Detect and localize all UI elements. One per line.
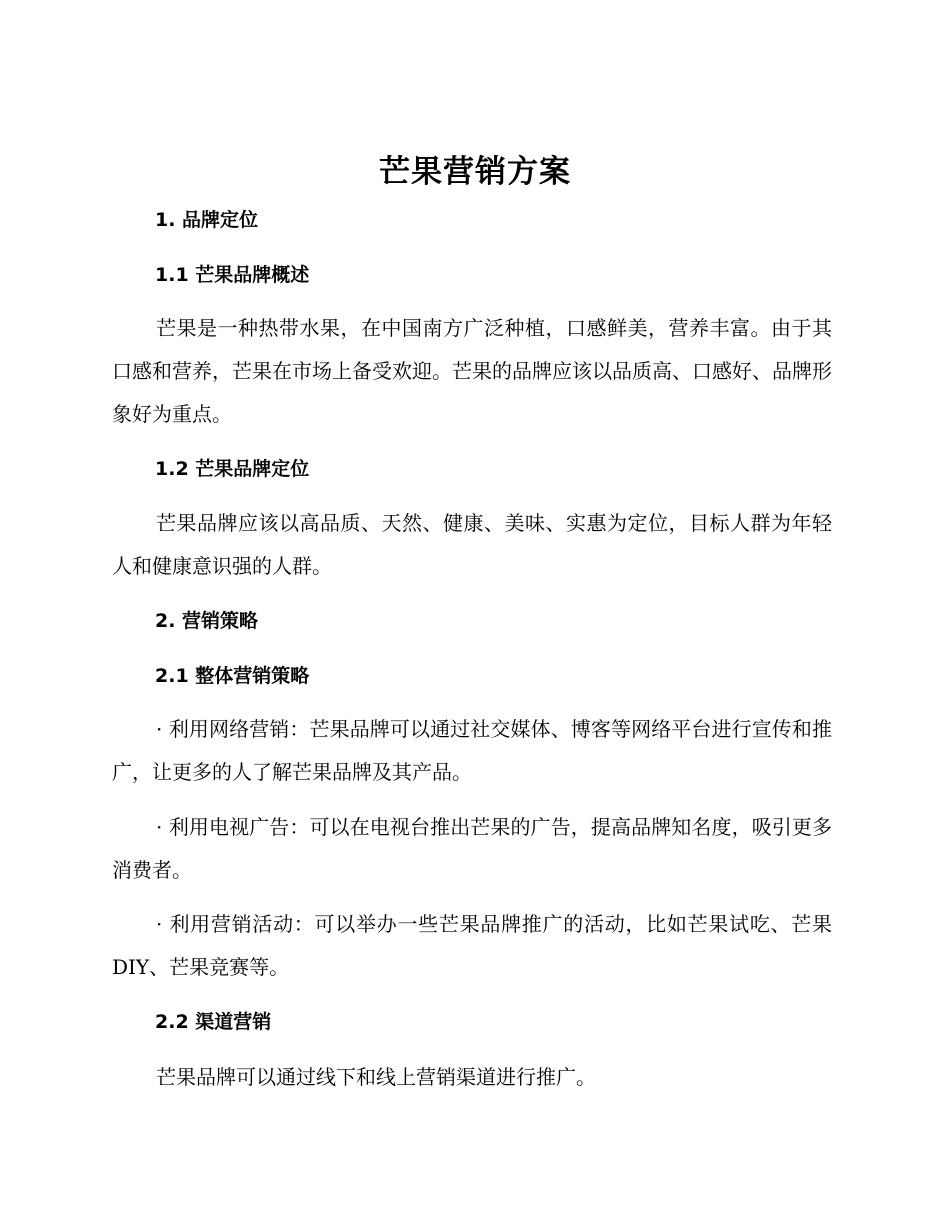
paragraph-brand-overview: 芒果是一种热带水果，在中国南方广泛种植，口感鲜美，营养丰富。由于其口感和营养，芒果在市场上备受欢迎。芒果的品牌应该以品质高、口感好、品牌形象好为重点。 bbox=[112, 316, 832, 426]
document-title: 芒果营销方案 bbox=[379, 154, 571, 190]
section-heading-marketing-strategy: 2. 营销策略 bbox=[155, 610, 259, 632]
bullet-item-online-marketing: · 利用网络营销：芒果品牌可以通过社交媒体、博客等网络平台进行宣传和推广，让更多的人了解芒果品牌及其产品。 bbox=[112, 717, 832, 784]
subsection-heading-overall-strategy: 2.1 整体营销策略 bbox=[155, 665, 310, 687]
bullet-item-marketing-events: · 利用营销活动：可以举办一些芒果品牌推广的活动，比如芒果试吃、芒果 DIY、芒果竞赛等。 bbox=[112, 912, 832, 979]
paragraph-channel-marketing: 芒果品牌可以通过线下和线上营销渠道进行推广。 bbox=[156, 1065, 596, 1089]
bullet-item-tv-advertising: · 利用电视广告：可以在电视台推出芒果的广告，提高品牌知名度，吸引更多消费者。 bbox=[112, 815, 832, 882]
subsection-heading-brand-positioning: 1.2 芒果品牌定位 bbox=[155, 458, 310, 480]
paragraph-brand-positioning: 芒果品牌应该以高品质、天然、健康、美味、实惠为定位，目标人群为年轻人和健康意识强的人群。 bbox=[112, 511, 832, 578]
subsection-heading-brand-overview: 1.1 芒果品牌概述 bbox=[155, 264, 310, 286]
section-heading-brand-positioning: 1. 品牌定位 bbox=[155, 209, 259, 231]
subsection-heading-channel-marketing: 2.2 渠道营销 bbox=[155, 1011, 272, 1033]
